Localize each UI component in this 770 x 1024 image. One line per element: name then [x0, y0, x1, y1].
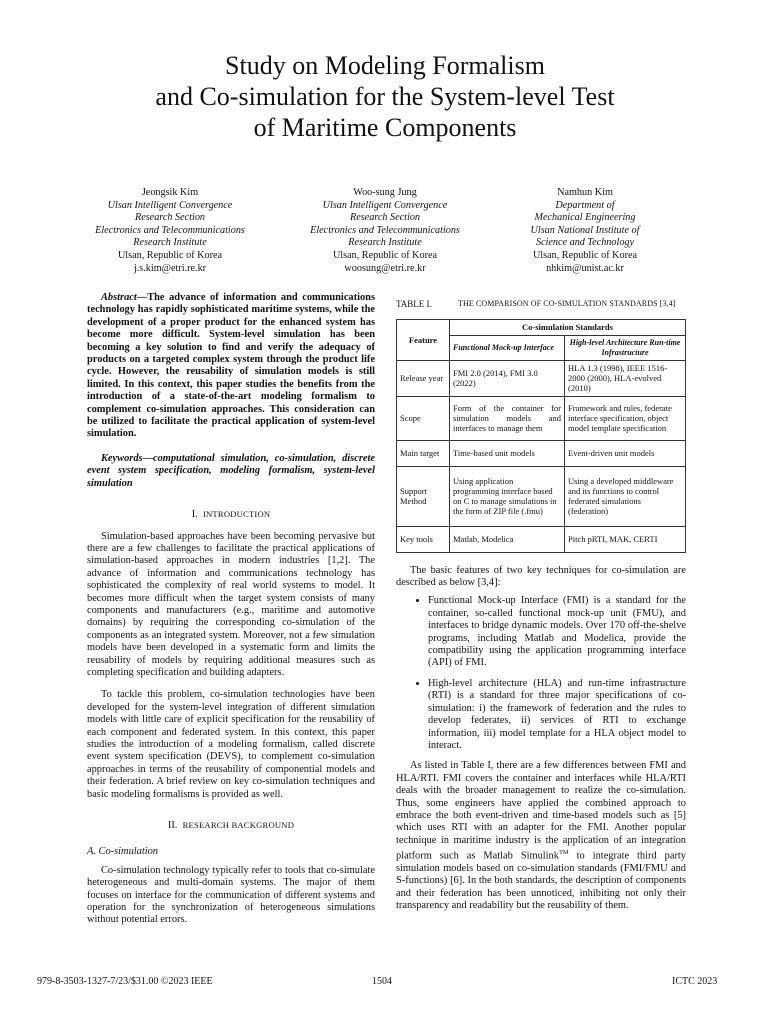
table-cell-feature: Key tools	[397, 526, 450, 552]
section-title: RESEARCH BACKGROUND	[182, 820, 295, 831]
table-header-hla: High-level Architecture Run-time Infrastructure	[565, 335, 686, 360]
table-cell-hla: Event-driven unit models	[565, 440, 686, 466]
left-column	[87, 292, 375, 927]
right-paragraph-2b: to integrate third party simulation models based on co-simulation standards (FMI/FMU and S-functions) [6]. In the both standards, the description of components and their federation has been unnoticed, inhibiting not only their transparency and readability but the reusability of them.	[396, 850, 686, 912]
table-caption	[396, 298, 686, 310]
abstract-lead: Abstract	[101, 292, 137, 303]
table-cell-fmi: Using application programming interface based on C to manage simulations in the form of ZIP file (.fmu)	[450, 466, 565, 526]
table-header-feature: Feature	[397, 320, 450, 361]
right-paragraph-2	[396, 760, 686, 912]
abstract	[87, 292, 375, 441]
author-email: j.s.kim@etri.re.kr	[133, 262, 207, 274]
author-affiliation: Mechanical Engineering	[534, 212, 636, 224]
author-email: nhkim@unist.ac.kr	[546, 262, 624, 274]
author-affiliation: Science and Technology	[535, 237, 635, 249]
author-affiliation: Research Institute	[133, 237, 207, 249]
keywords-text: —computational simulation, co-simulation, discrete event system specification, modeling formalism, system-level simulation	[87, 452, 375, 489]
author-affiliation: Research Section	[134, 212, 206, 224]
abstract-text: —The advance of information and communications technology has rapidly sophisticated maritime systems, while the development of a proper product for the enhanced system has become more difficult. System-level simulation has been becoming a key solution to find and verify the adequacy of products on a targeted complex system through the product life cycle. However, the reusability of simulation models is still limited. In this context, this paper studies the benefits from the introduction of a state-of-the-art modeling formalism to complement co-simulation approaches. This consideration can be utilized to facilitate the practical application of system-level simulation.	[87, 292, 375, 440]
author-location: Ulsan, Republic of Korea	[532, 249, 638, 261]
table-cell-feature: Scope	[397, 396, 450, 440]
table-cell-fmi: Form of the container for simulation models and interfaces to manage them	[450, 396, 565, 440]
section-number: I.	[191, 509, 198, 521]
table-cell-hla: Pitch pRTI, MAK, CERTI	[565, 526, 686, 552]
right-paragraph-2a: As listed in Table I, there are a few differences between FMI and HLA/RTI. FMI covers the container and interfaces while HLA/RTI deals with the broader management to realize the co-simulation. Thus, some engineers have applied the combined approach to embrace the both event-driven and time-based models such as [5] which uses RTI with an adapter for the FMI. Another popular technique in maritime industry is the application of an integration platform such as Matlab Simulink	[396, 760, 686, 862]
intro-paragraph-1: Simulation-based approaches have been becoming pervasive but there are a few challenges to facilitate the practical applications of simulation-based approaches in modern industries [1,2]. The advance of information and communications technology has sophisticated the complexity of real world systems to model. It becomes more difficult when the target system consists of many components and manufacturers (e.g., maritime and automotive domains) by requiring the corresponding co-simulation of the components as an integrated system. Moreover, not a few simulation models have been developed in a systematic form and limits the reusability of models by requiring additional measures such as completing specification and building adapters.	[87, 530, 375, 678]
table-row	[397, 526, 686, 552]
footer-page-number: 1504	[372, 976, 392, 987]
list-item-hla: • High-level architecture (HLA) and run-time infrastructure (RTI) is a standard for three major specifications of co-simulation: i) the framework of federation and the rules to develop federates, ii) services of RTI to exchange information, iii) model template for a HLA object model to interact.	[428, 678, 686, 752]
right-column	[396, 298, 686, 913]
table-row	[397, 396, 686, 440]
table-header-fmi: Functional Mock-up Interface	[450, 335, 565, 360]
table-cell-feature: Main target	[397, 440, 450, 466]
author-block-3	[490, 187, 680, 275]
author-name: Woo-sung Jung	[353, 187, 417, 198]
author-affiliation: Ulsan Intelligent Convergence	[322, 199, 448, 211]
subsection-heading-cosimulation: A. Co-simulation	[87, 846, 159, 858]
table-cell-feature: Release year	[397, 361, 450, 397]
table-row	[397, 361, 686, 397]
author-affiliation: Ulsan Intelligent Convergence	[107, 199, 233, 211]
keywords	[87, 453, 375, 490]
table-cell-fmi: FMI 2.0 (2014), FMI 3.0 (2022)	[450, 361, 565, 397]
keywords-lead: Keywords	[101, 452, 143, 464]
background-paragraph-1: Co-simulation technology typically refer to tools that co-simulate heterogeneous and multi-domain systems. The major of them focuses on interface for the communication of different systems and operation for the synchronization of heterogeneous simulations without potential errors.	[87, 864, 375, 926]
author-name: Namhun Kim	[557, 187, 613, 198]
paper-title	[60, 50, 710, 143]
comparison-table	[396, 319, 686, 552]
footer-copyright: 979-8-3503-1327-7/23/$31.00 ©2023 IEEE	[37, 976, 213, 987]
table-caption-text: THE COMPARISON OF CO-SIMULATION STANDARDS [3,4]	[458, 299, 676, 308]
author-block-2	[290, 187, 480, 275]
author-location: Ulsan, Republic of Korea	[117, 249, 223, 261]
table-label: TABLE I.	[396, 299, 432, 309]
author-affiliation: Research Section	[349, 212, 421, 224]
footer-conference: ICTC 2023	[672, 976, 718, 987]
section-heading-background	[87, 819, 375, 832]
title-line-2: and Co-simulation for the System-level Test	[155, 82, 615, 111]
title-line-1: Study on Modeling Formalism	[225, 51, 545, 80]
table-row	[397, 440, 686, 466]
author-location: Ulsan, Republic of Korea	[332, 249, 438, 261]
trademark-sup: TM	[558, 849, 569, 857]
table-cell-fmi: Time-based unit models	[450, 440, 565, 466]
author-affiliation: Electronics and Telecommunications	[310, 224, 460, 236]
section-number: II.	[167, 820, 178, 832]
author-email: woosung@etri.re.kr	[344, 262, 426, 274]
author-block-1	[75, 187, 265, 275]
author-affiliation: Electronics and Telecommunications	[95, 224, 245, 236]
technique-list	[396, 595, 686, 752]
table-row	[397, 466, 686, 526]
author-affiliation: Ulsan National Institute of	[530, 224, 640, 236]
table-header-group: Co-simulation Standards	[450, 320, 686, 335]
author-affiliation: Department of	[555, 199, 615, 211]
table-cell-hla: HLA 1.3 (1998), IEEE 1516-2000 (2000), HLA-evolved (2010)	[565, 361, 686, 397]
title-line-3: of Maritime Components	[253, 113, 517, 142]
table-cell-hla: Framework and rules, federate interface specification, object model template specification	[565, 396, 686, 440]
table-cell-fmi: Matlab, Modelica	[450, 526, 565, 552]
author-name: Jeongsik Kim	[141, 187, 199, 198]
right-paragraph-1: The basic features of two key techniques for co-simulation are described as below [3,4]:	[396, 564, 686, 589]
author-affiliation: Research Institute	[348, 237, 422, 249]
table-cell-feature: Support Method	[397, 466, 450, 526]
list-item-fmi: • Functional Mock-up Interface (FMI) is a standard for the container, so-called functional mock-up unit (FMU), and interfaces to bridge dynamic models. Over 170 off-the-shelve programs, including Matlab and Modelica, provide the compatibility using the application programming interface (API) of FMI.	[428, 595, 686, 669]
section-heading-introduction	[87, 508, 375, 521]
table-header-row	[397, 320, 686, 335]
table-cell-hla: Using a developed middleware and its functions to control federated simulations (federation)	[565, 466, 686, 526]
section-title: INTRODUCTION	[202, 509, 271, 520]
intro-paragraph-2: To tackle this problem, co-simulation technologies have been developed for the system-level integration of different simulation models with little care of explicit specification for the reusability of each component and federated system. In this context, this paper studies the introduction of a modeling formalism, called discrete event system specification (DEVS), to complement co-simulation approaches in terms of the reusability of componential models and their federation. A brief review on key co-simulation techniques and basic modeling formalisms is provided as well.	[87, 689, 375, 800]
